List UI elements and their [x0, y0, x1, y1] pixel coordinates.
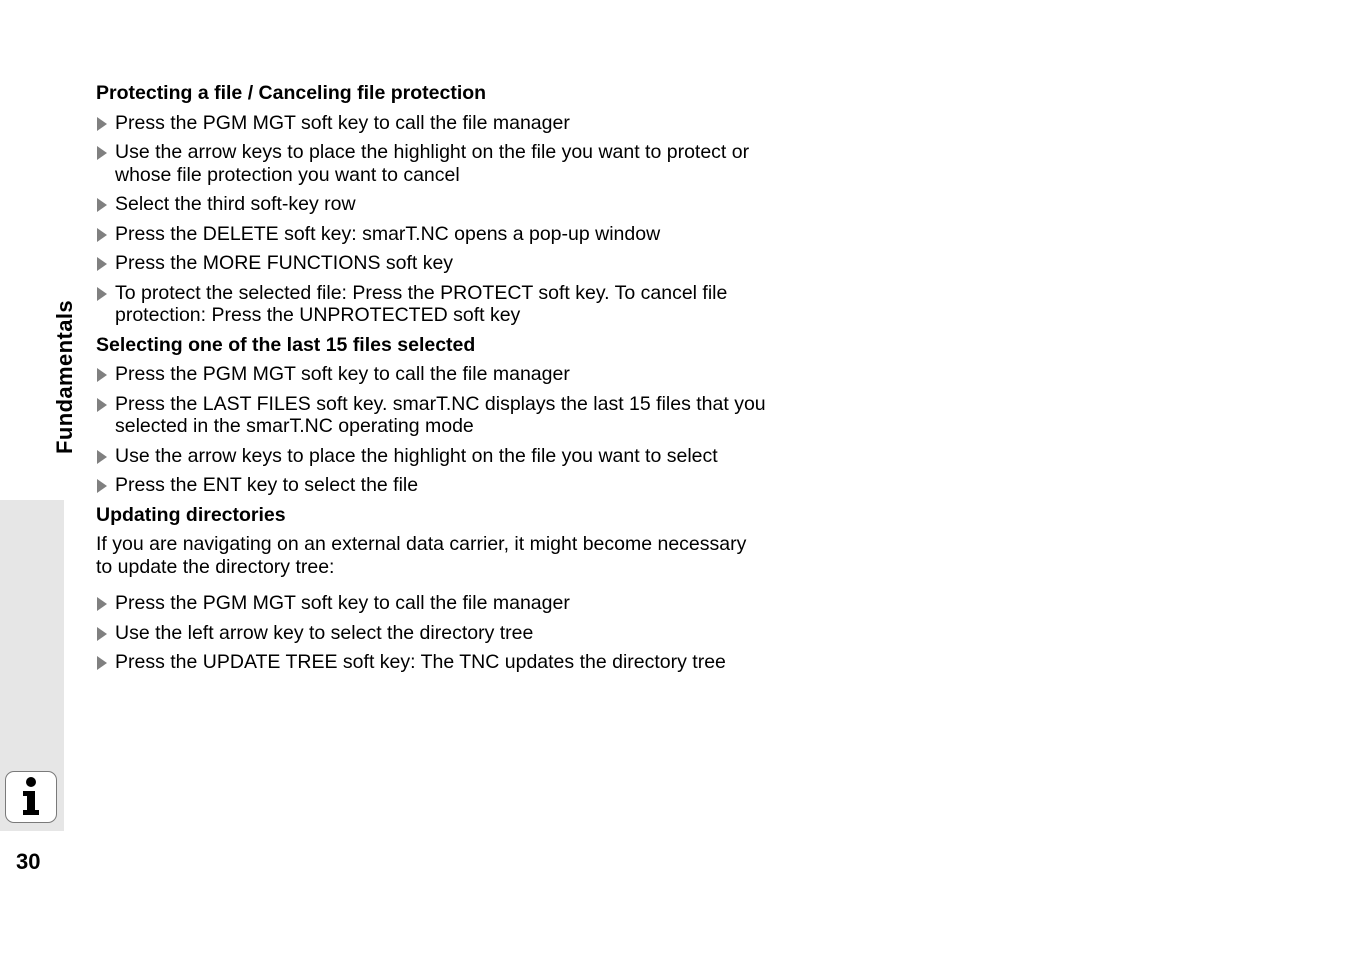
arrow-icon [97, 368, 107, 382]
step-item: Press the UPDATE TREE soft key: The TNC updates the directory tree [96, 651, 766, 674]
arrow-icon [97, 597, 107, 611]
section-last-files [96, 334, 766, 497]
section-protecting-file [96, 82, 766, 327]
section-updating-directories [96, 504, 766, 674]
arrow-icon [97, 479, 107, 493]
section-paragraph: If you are navigating on an external data carrier, it might become necessary to update the directory tree: [96, 533, 747, 578]
section-heading: Updating directories [96, 503, 286, 526]
arrow-icon [97, 398, 107, 412]
page-number: 30 [16, 849, 41, 874]
page-content [96, 82, 766, 681]
step-item: Use the left arrow key to select the directory tree [96, 622, 766, 645]
chapter-label: Fundamentals [52, 300, 77, 454]
step-item: Press the MORE FUNCTIONS soft key [96, 252, 766, 275]
step-item: Press the PGM MGT soft key to call the file manager [96, 363, 766, 386]
step-item: Use the arrow keys to place the highlight on the file you want to protect or whose file protection you want to cancel [96, 141, 766, 186]
step-list [96, 592, 766, 674]
step-item: Press the DELETE soft key: smarT.NC opens a pop-up window [96, 223, 766, 246]
step-list [96, 112, 766, 327]
arrow-icon [97, 257, 107, 271]
arrow-icon [97, 117, 107, 131]
step-item: Press the PGM MGT soft key to call the file manager [96, 592, 766, 615]
arrow-icon [97, 450, 107, 464]
info-icon [5, 771, 57, 823]
step-item: Use the arrow keys to place the highlight on the file you want to select [96, 445, 766, 468]
step-item: Press the LAST FILES soft key. smarT.NC displays the last 15 files that you selected in the smarT.NC operating mode [96, 393, 766, 438]
arrow-icon [97, 228, 107, 242]
arrow-icon [97, 656, 107, 670]
arrow-icon [97, 146, 107, 160]
step-item: Press the ENT key to select the file [96, 474, 766, 497]
step-item: Press the PGM MGT soft key to call the file manager [96, 112, 766, 135]
arrow-icon [97, 287, 107, 301]
step-item: To protect the selected file: Press the PROTECT soft key. To cancel file protection: Press the UNPROTECTED soft key [96, 282, 766, 327]
section-heading: Selecting one of the last 15 files selected [96, 333, 476, 356]
arrow-icon [97, 627, 107, 641]
section-heading: Protecting a file / Canceling file protection [96, 82, 487, 104]
step-item: Select the third soft-key row [96, 193, 766, 216]
step-list [96, 363, 766, 497]
arrow-icon [97, 198, 107, 212]
